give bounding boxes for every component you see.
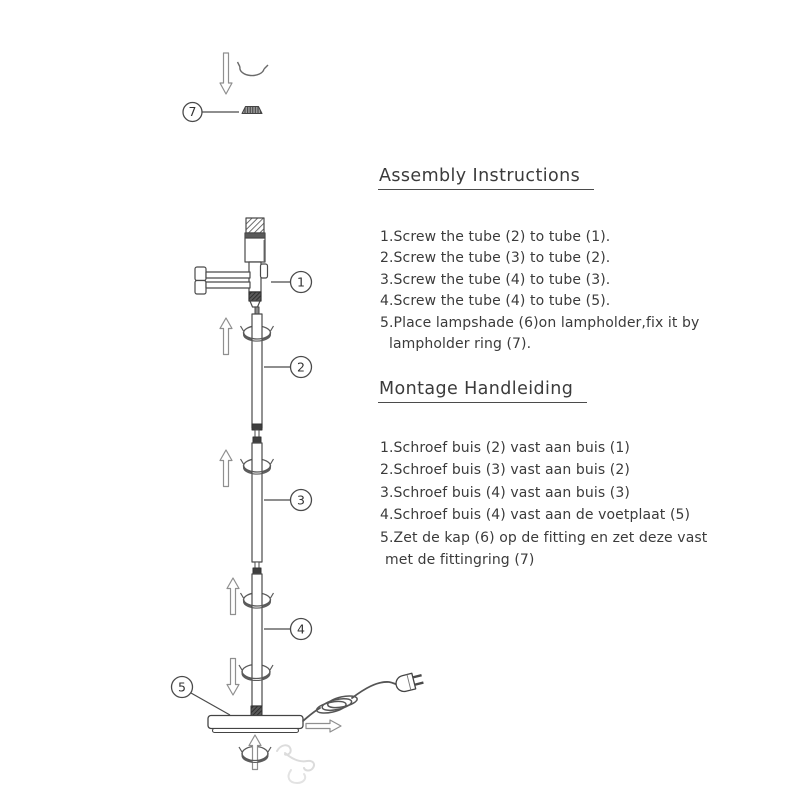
tube3 [252,443,262,562]
tube2-tip [252,424,262,430]
joint-band [253,437,261,443]
step-line: 5.Zet de kap (6) op de fitting en zet deze vast [380,529,708,546]
fitting-ring-group [183,53,268,122]
down-arrow-icon [220,53,232,94]
english-title: Assembly Instructions [378,166,594,190]
knurled-ferrule [249,292,261,301]
joint-band [253,568,261,574]
step-line: 2.Schroef buis (3) vast aan buis (2) [380,462,630,479]
dutch-steps [380,437,707,571]
arm-bracket-bottom [195,281,206,295]
step-line: 3.Schroef buis (4) vast aan buis (3) [380,484,630,501]
arm-bracket-top [195,267,206,281]
dutch-title: Montage Handleiding [378,379,587,403]
joint-stud [255,562,259,568]
callout-3 [264,490,312,511]
plug-prong-top [413,674,422,679]
threaded-cap [246,218,264,233]
callout-4 [264,619,312,640]
tube2-group [220,314,312,443]
step-line: 3.Screw the tube (4) to tube (3). [380,271,611,288]
step-line-continuation: met de fittingring (7) [385,552,535,569]
english-section [378,166,594,190]
callout-2 [264,357,312,378]
arm-bar-top [206,272,250,278]
base-up-arrow-icon [249,735,261,770]
holder-neck [249,262,261,292]
up-arrow-icon [220,318,232,355]
down-arrow-icon [227,659,239,696]
power-plug [394,671,424,693]
tube4 [252,574,262,706]
base-plate [208,716,303,729]
plug-prong-bottom [414,681,423,686]
lampholder-ring-part [242,107,262,114]
callout-4-number: 4 [297,621,305,637]
step-line: 1.Schroef buis (2) vast aan buis (1) [380,440,630,456]
step-line: 4.Schroef buis (4) vast aan de voetplaat (5) [380,507,691,524]
lampholder-group [195,218,312,315]
step-line: 1.Screw the tube (2) to tube (1). [380,229,611,245]
callout-7 [183,103,239,122]
arm-bar-bottom [206,282,250,288]
callout-5-number: 5 [178,679,186,695]
base-plinth [213,729,299,733]
ghost-cord-sketch [277,745,314,783]
step-line: 4.Screw the tube (4) to tube (5). [380,293,611,310]
tube3-group [220,443,312,574]
collar-band [245,233,265,238]
tube4-group [227,574,312,716]
callout-1 [271,272,312,293]
callout-2-number: 2 [297,359,305,375]
rotate-icon [238,62,269,76]
base-group [172,671,425,783]
power-cord [303,682,397,721]
dutch-section [378,379,587,403]
holder-body [245,238,265,262]
tube2 [252,314,262,428]
switch-knob [261,264,268,278]
step-line: 2.Screw the tube (3) to tube (2). [380,250,611,267]
callout-1-number: 1 [297,274,305,290]
callout-3-number: 3 [297,492,305,508]
joint-stud [255,430,259,437]
callout-5 [172,677,231,716]
english-steps [380,227,699,355]
base-ferrule [251,706,262,716]
holder-tip [250,301,260,307]
callout-7-number: 7 [188,104,197,120]
up-arrow-icon [227,578,239,615]
step-line: 5.Place lampshade (6)on lampholder,fix it by [380,314,700,331]
up-arrow-icon [220,450,232,487]
step-line-continuation: lampholder ring (7). [389,336,532,353]
right-arrow-icon [306,720,341,732]
